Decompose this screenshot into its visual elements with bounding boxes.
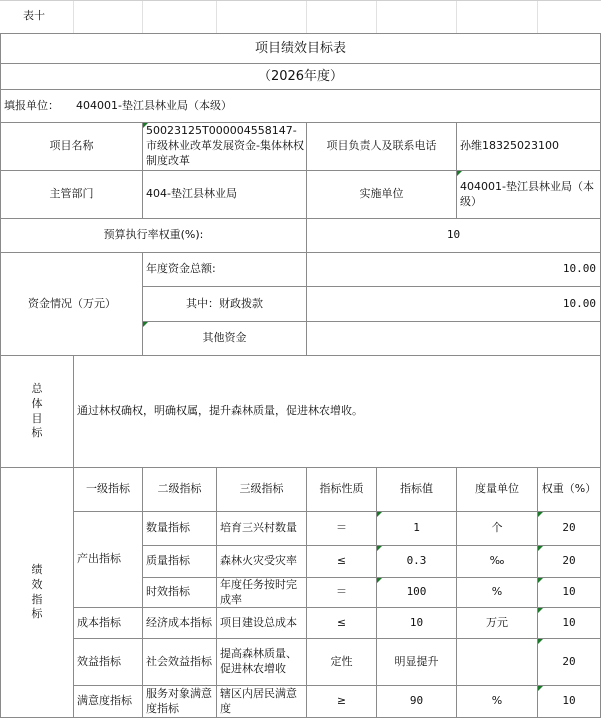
table-cell xyxy=(457,639,537,685)
table-cell: ≤ xyxy=(336,554,347,568)
table-cell: 100 xyxy=(406,585,427,599)
funds-label: 资金情况（万元） xyxy=(28,296,116,310)
goal-text: 通过林权确权，明确权属，提升森林质量，促进林农增收。 xyxy=(77,404,363,418)
contact-value: 孙维18325023100 xyxy=(460,139,559,153)
table-cell: 效益指标 xyxy=(77,654,121,668)
table-cell: 提高森林质量、促进林农增收 xyxy=(220,647,297,675)
funds-other-value xyxy=(307,322,600,355)
table-cell: 项目建设总成本 xyxy=(220,615,297,629)
table-cell: 质量指标 xyxy=(146,554,190,568)
dept-label: 主管部门 xyxy=(49,187,94,201)
table-cell: 森林火灾受灾率 xyxy=(220,554,297,568)
table-cell: 20 xyxy=(562,654,576,668)
table-cell: 时效指标 xyxy=(146,585,190,599)
filing-unit-label: 填报单位： xyxy=(4,98,59,112)
table-title: 项目绩效目标表 xyxy=(254,40,346,56)
grid-line xyxy=(216,0,217,33)
project-name-label: 项目名称 xyxy=(49,139,94,153)
table-cell: 年度任务按时完成率 xyxy=(220,577,297,606)
perf-label: 绩效指标 xyxy=(31,562,43,621)
table-cell: % xyxy=(491,585,503,599)
table-cell: 定性 xyxy=(330,654,353,668)
table-cell: 0.3 xyxy=(406,554,427,568)
funds-fiscal-label: 其中：财政拨款 xyxy=(186,296,263,310)
table-cell: 成本指标 xyxy=(77,615,121,629)
table-cell: 满意度指标 xyxy=(77,694,132,708)
table-cell: 明显提升 xyxy=(394,654,439,668)
table-cell: % xyxy=(491,694,503,708)
grid-line xyxy=(0,0,601,1)
table-cell: ≥ xyxy=(336,694,347,708)
table-cell: 1 xyxy=(413,521,420,535)
header-nature: 指标性质 xyxy=(319,482,364,496)
grid-line xyxy=(456,0,457,33)
table-year: （2026年度） xyxy=(257,68,344,84)
table-cell: ＝ xyxy=(336,521,347,535)
grid-line xyxy=(142,0,143,33)
header-level1: 一级指标 xyxy=(86,482,130,496)
table-cell: 社会效益指标 xyxy=(146,654,212,668)
filing-unit-value: 404001-垫江县林业局（本级） xyxy=(76,98,232,112)
contact-label: 项目负责人及联系电话 xyxy=(326,139,437,153)
sheet-label: 表十 xyxy=(23,9,45,23)
grid-line xyxy=(376,0,377,33)
table-cell: 培育三兴村数量 xyxy=(220,521,297,535)
header-level3: 三级指标 xyxy=(239,482,284,496)
funds-total-label: 年度资金总额: xyxy=(146,262,216,276)
impl-value: 404001-垫江县林业局（本级） xyxy=(460,179,594,208)
funds-total-value: 10.00 xyxy=(562,262,596,276)
grid-line xyxy=(306,0,307,33)
grid-line xyxy=(537,0,538,33)
table-cell: 10 xyxy=(562,694,576,708)
project-name-value: 50023125T000004558147-市级林业改革发展资金-集体林权制度改革 xyxy=(146,124,304,167)
funds-other-label: 其他资金 xyxy=(202,331,247,345)
table-cell: 20 xyxy=(562,521,576,535)
table-cell: ＝ xyxy=(336,585,347,599)
table-cell: 服务对象满意度指标 xyxy=(146,686,212,715)
table-cell: 10 xyxy=(562,615,576,629)
goal-label: 总体目标 xyxy=(31,381,43,440)
table-cell: 20 xyxy=(562,554,576,568)
table-cell: 辖区内居民满意度 xyxy=(220,686,297,715)
grid-line xyxy=(73,0,74,33)
table-cell: 经济成本指标 xyxy=(146,615,212,629)
level1-output: 产出指标 xyxy=(77,552,121,566)
dept-value: 404-垫江县林业局 xyxy=(146,187,237,201)
table-cell: 个 xyxy=(491,521,503,535)
table-cell: 90 xyxy=(409,694,424,708)
header-level2: 二级指标 xyxy=(157,482,202,496)
funds-fiscal-value: 10.00 xyxy=(562,296,596,310)
table-cell: ‰ xyxy=(489,554,505,568)
table-cell: 数量指标 xyxy=(146,521,190,535)
impl-label: 实施单位 xyxy=(359,187,404,201)
header-unit: 度量单位 xyxy=(475,482,519,496)
table-cell: ≤ xyxy=(336,615,347,629)
budget-weight-value: 10 xyxy=(446,228,461,242)
header-value: 指标值 xyxy=(400,482,433,496)
budget-weight-label: 预算执行率权重(%): xyxy=(103,228,204,242)
table-cell: 10 xyxy=(562,585,576,599)
table-cell: 万元 xyxy=(486,615,508,629)
header-weight: 权重（%） xyxy=(541,482,597,496)
table-cell: 10 xyxy=(409,615,424,629)
